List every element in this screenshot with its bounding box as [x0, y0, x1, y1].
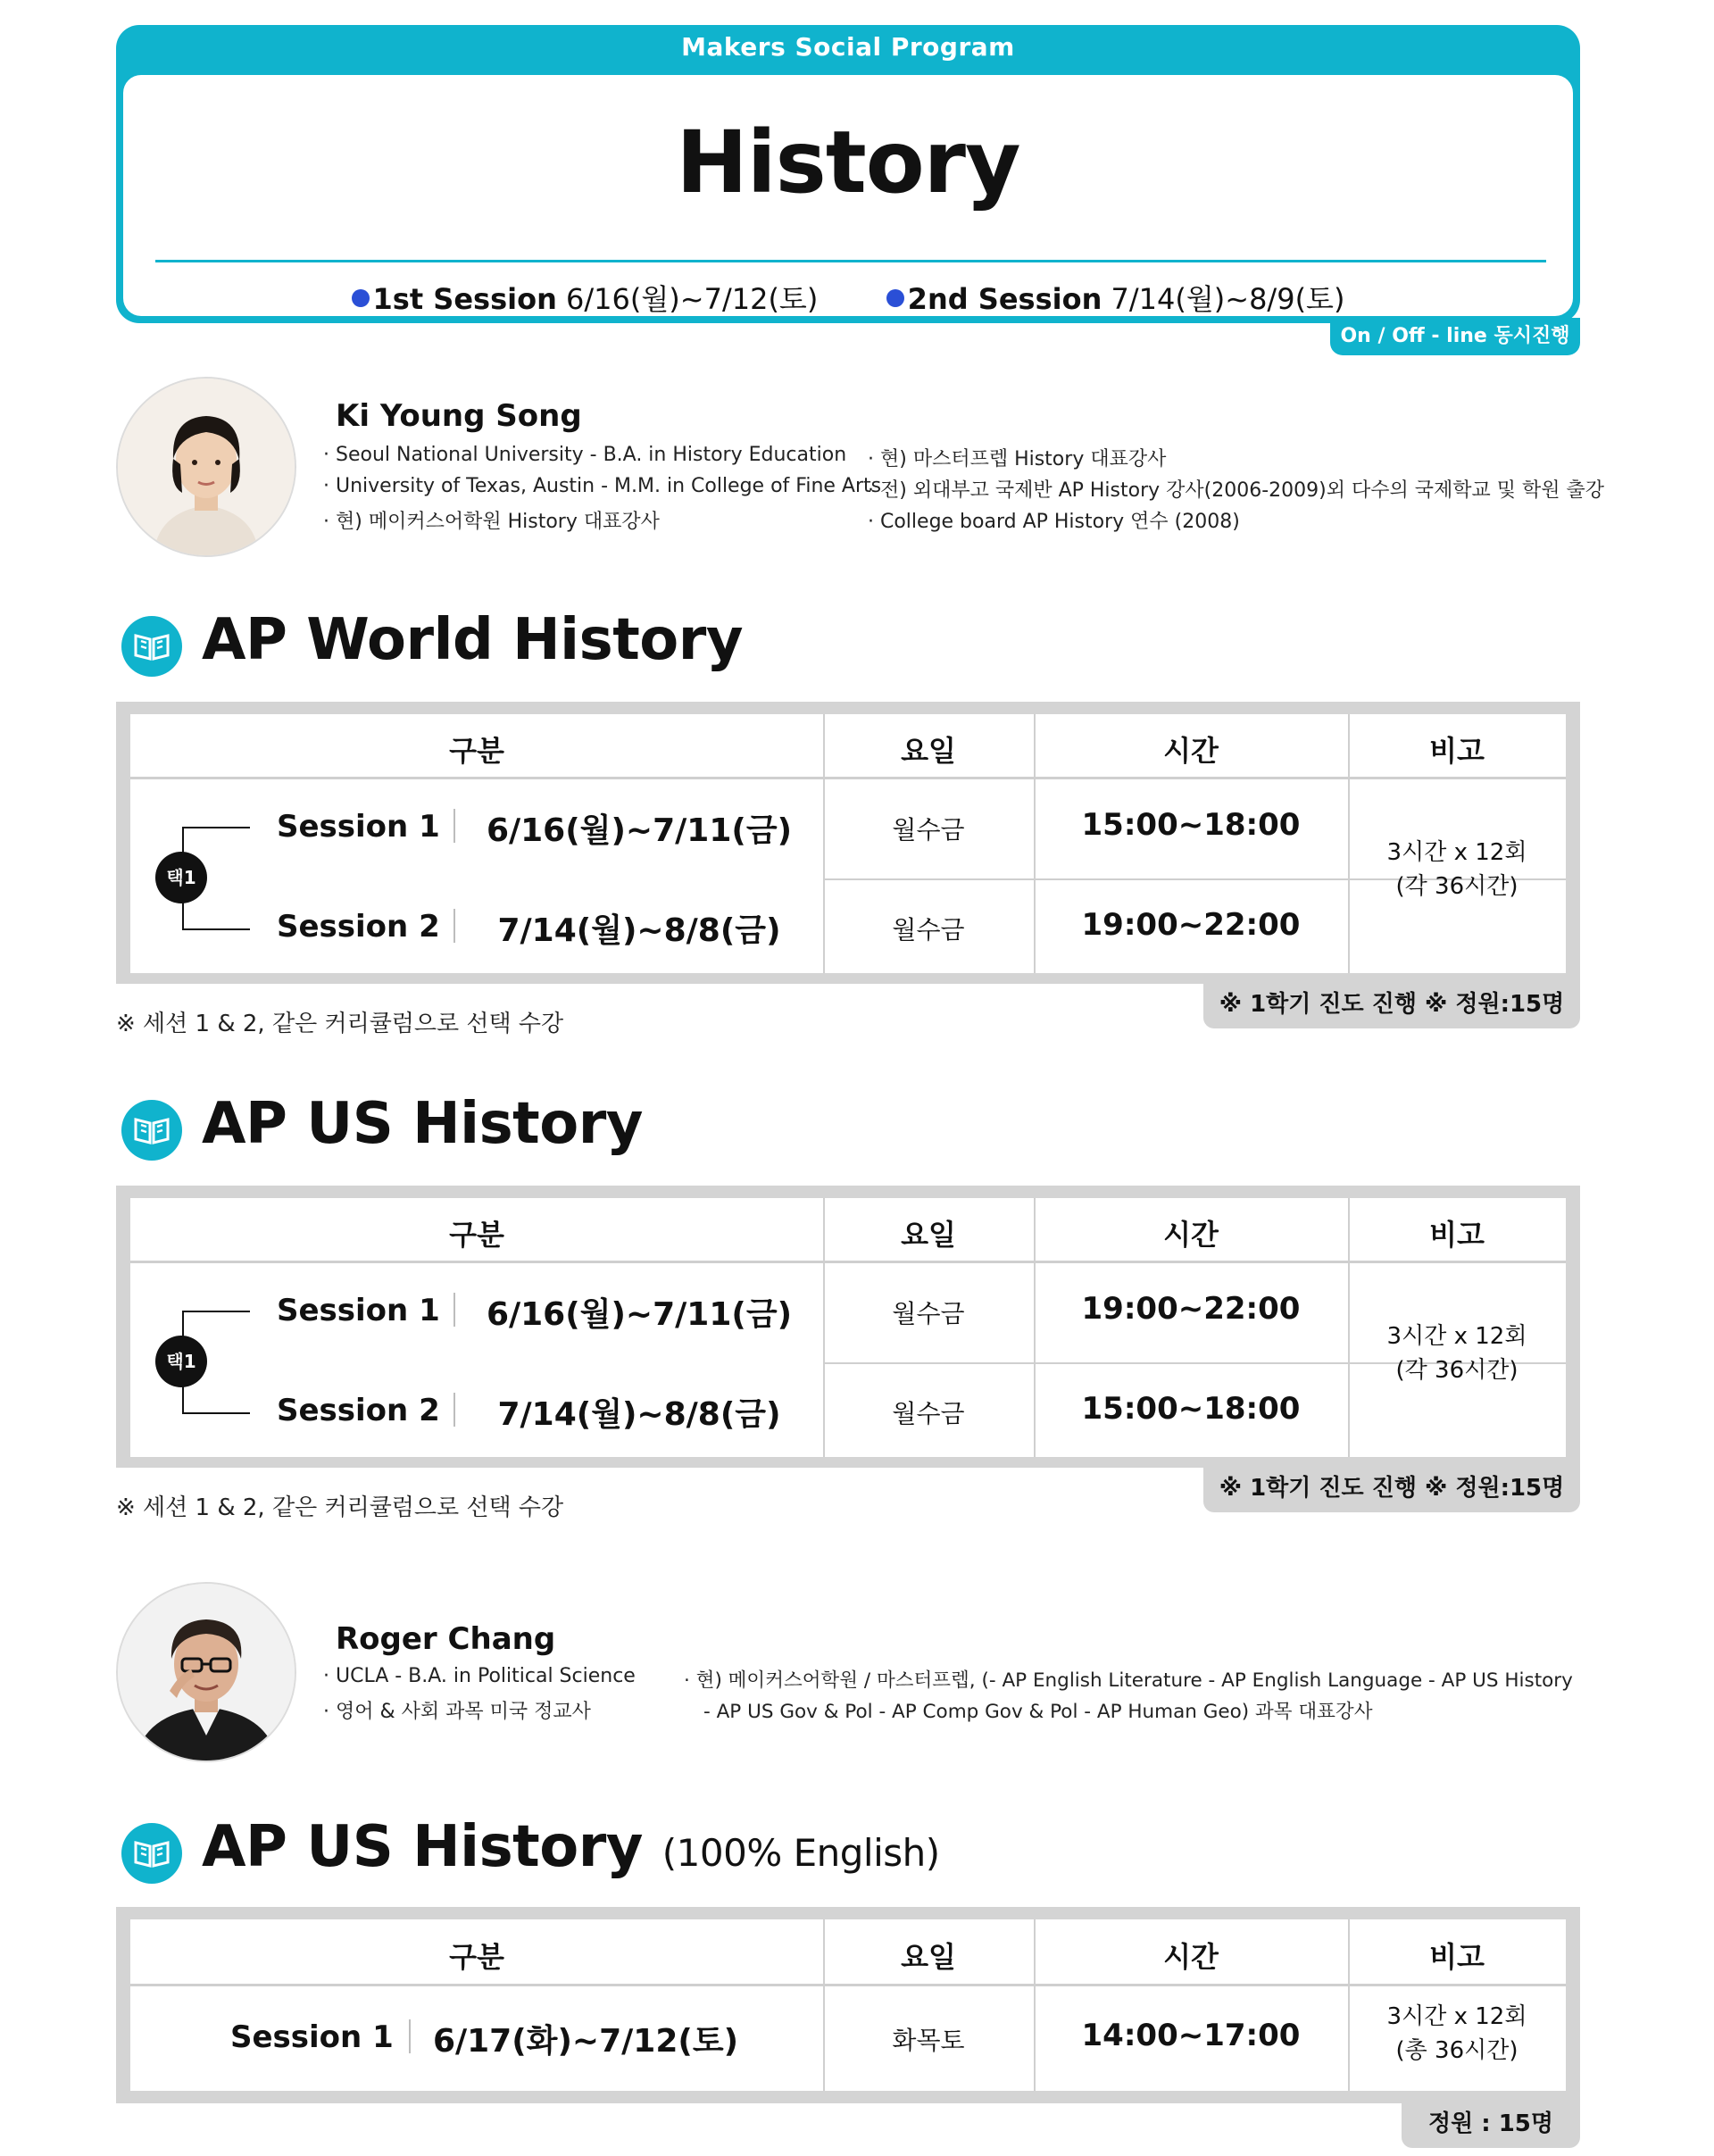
session-days: 월수금: [892, 915, 965, 945]
teacher1-bio-left-2: · University of Texas, Austin - M.M. in College of Fine Arts: [323, 475, 882, 497]
teacher2-bio-left-1: · UCLA - B.A. in Political Science: [323, 1665, 636, 1687]
header-inner: [123, 75, 1573, 316]
session2-dates: 7/14(월)~8/9(토): [1111, 282, 1345, 316]
open-book-icon: [121, 616, 182, 677]
choice-badge: 택1: [155, 1336, 207, 1387]
session-label: Session 1: [277, 1293, 440, 1328]
teacher2-bio-left-2: · 영어 & 사회 과목 미국 정교사: [323, 1701, 591, 1723]
session-days: 월수금: [892, 1299, 965, 1328]
open-book-icon: [121, 1823, 182, 1884]
header-box: [116, 25, 1580, 323]
course1-table: [130, 714, 1566, 973]
header-category: 구분: [449, 1218, 504, 1252]
course1-tag: ※ 1학기 진도 진행 ※ 정원:15명: [1203, 984, 1580, 1028]
session-days: 월수금: [892, 815, 965, 845]
session-dates: 7/14(월)~8/8(금): [497, 912, 781, 949]
note-line2: (각 36시간): [1395, 873, 1518, 900]
note-line1: 3시간 x 12회: [1386, 2003, 1527, 2030]
mode-badge: On / Off - line 동시진행: [1330, 318, 1580, 355]
teacher2-bio-right-2: - AP US Gov & Pol - AP Comp Gov & Pol - AP Human Geo) 과목 대표강사: [703, 1701, 1373, 1723]
session-dates: 6/17(화)~7/12(토): [432, 2023, 739, 2060]
course3-table: [130, 1919, 1566, 2091]
portrait-man-glasses-icon: [118, 1584, 295, 1761]
teacher1-bio-right-3: · College board AP History 연수 (2008): [868, 511, 1240, 533]
header-note: 비고: [1429, 1218, 1485, 1252]
bullet-dot-icon: [886, 289, 904, 307]
header-days: 요일: [901, 734, 956, 768]
course3-subtitle: (100% English): [661, 1831, 940, 1875]
teacher1-bio-right-2: · 전) 외대부고 국제반 AP History 강사(2006-2009)외 다수의 국제학교 및 학원 출강: [868, 479, 1604, 502]
header-divider: [155, 260, 1546, 262]
teacher1-name: Ki Young Song: [336, 398, 582, 434]
teacher1-bio-right-1: · 현) 마스터프렙 History 대표강사: [868, 448, 1167, 470]
header-time: 시간: [1163, 1218, 1219, 1252]
note-line1: 3시간 x 12회: [1386, 839, 1527, 866]
session-time: 19:00~22:00: [1081, 1291, 1301, 1327]
header-note: 비고: [1429, 734, 1485, 768]
header-category: 구분: [449, 1940, 504, 1974]
session-label: Session 1: [277, 809, 440, 845]
session2-label: 2nd Session: [907, 282, 1102, 316]
open-book-icon: [121, 1100, 182, 1161]
session-days: 월수금: [892, 1399, 965, 1428]
session-dates: [123, 277, 1573, 318]
session-time: 15:00~18:00: [1081, 1391, 1301, 1427]
course3-title: [202, 1814, 940, 1880]
course3-tag: 정원 : 15명: [1402, 2103, 1580, 2148]
page-title: History: [676, 112, 1020, 212]
course2-footnote: ※ 세션 1 & 2, 같은 커리큘럼으로 선택 수강: [116, 1494, 564, 1521]
course2-table: [130, 1198, 1566, 1457]
course1-title: AP World History: [202, 607, 744, 673]
course2-tag: ※ 1학기 진도 진행 ※ 정원:15명: [1203, 1468, 1580, 1512]
session-time: 19:00~22:00: [1081, 907, 1301, 943]
header-time: 시간: [1163, 734, 1219, 768]
choice-badge: 택1: [155, 852, 207, 903]
session-dates: 6/16(월)~7/11(금): [486, 812, 793, 849]
session-label: Session 1: [230, 2019, 394, 2055]
course3-title-main: AP US History: [202, 1814, 643, 1880]
header-days: 요일: [901, 1218, 956, 1252]
note-line2: (총 36시간): [1395, 2037, 1518, 2064]
session1-dates: 6/16(월)~7/12(토): [566, 282, 819, 316]
course2-title: AP US History: [202, 1091, 643, 1157]
session-label: Session 2: [277, 1393, 440, 1428]
teacher2-photo: [116, 1582, 296, 1762]
session1-label: 1st Session: [372, 282, 557, 316]
teacher2-bio-right-1: · 현) 메이커스어학원 / 마스터프렙, (- AP English Literature - AP English Language - AP US History: [684, 1669, 1573, 1692]
header-time: 시간: [1163, 1940, 1219, 1974]
bullet-dot-icon: [352, 289, 370, 307]
session-days: 화목토: [892, 2026, 965, 2055]
teacher2-name: Roger Chang: [336, 1621, 556, 1657]
teacher1-bio-left-3: · 현) 메이커스어학원 History 대표강사: [323, 511, 660, 533]
header-category: 구분: [449, 734, 504, 768]
note-line2: (각 36시간): [1395, 1357, 1518, 1384]
session-label: Session 2: [277, 909, 440, 945]
session-time: 14:00~17:00: [1081, 2018, 1301, 2053]
program-name: Makers Social Program: [681, 32, 1015, 62]
session-dates: 7/14(월)~8/8(금): [497, 1396, 781, 1433]
header-note: 비고: [1429, 1940, 1485, 1974]
header-days: 요일: [901, 1940, 956, 1974]
course1-footnote: ※ 세션 1 & 2, 같은 커리큘럼으로 선택 수강: [116, 1011, 564, 1037]
session-dates: 6/16(월)~7/11(금): [486, 1296, 793, 1333]
teacher1-bio-left-1: · Seoul National University - B.A. in History Education: [323, 444, 847, 466]
portrait-woman-icon: [118, 379, 295, 555]
session-time: 15:00~18:00: [1081, 807, 1301, 843]
teacher1-photo: [116, 377, 296, 557]
note-line1: 3시간 x 12회: [1386, 1323, 1527, 1350]
